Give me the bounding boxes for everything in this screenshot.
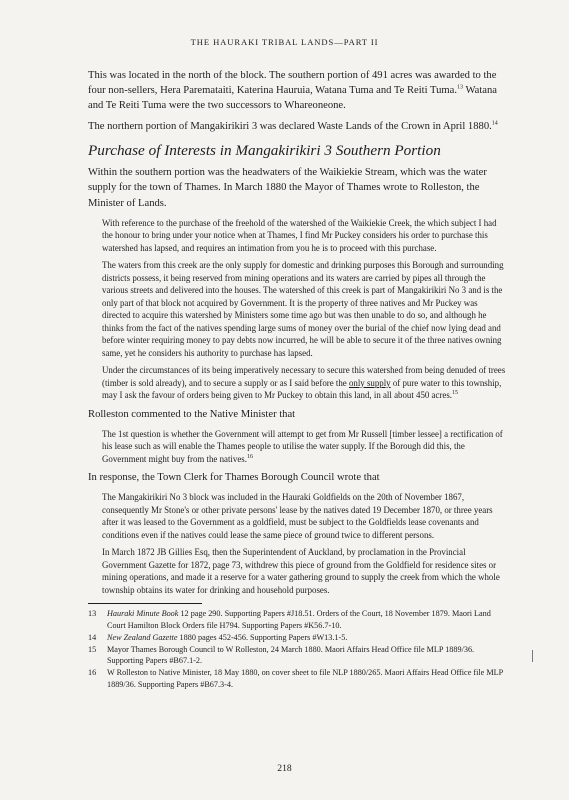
footnote-ref-14[interactable]: 14	[491, 120, 498, 127]
paragraph-1: This was located in the north of the block. The southern portion of 491 acres was awarded to the four non-sellers, Hera Paremataiti, Katerina Hauruia, Watana Tuma and Te Reiti Tuma.$^{13}$ Watana and Te Reiti Tuma were the two successors to Whareoneone.	[88, 70, 497, 112]
block-quote-5: The Mangakirikiri No 3 block was included in the Hauraki Goldfields on the 20th of November 1867, consequently Mr Stone's or other private persons' lease by the natives dated 19 December 1870, or three years after it was leased to the Government as a goldfield, must be subject to the Goldfields lease covenants and conditions even if the natives could lease the same piece of ground twice to different persons.	[102, 492, 493, 540]
block-quote-6: In March 1872 JB Gillies Esq, then the Superintendent of Auckland, by proclamation in the Provincial Government Gazette for 1872, page 73, withdrew this piece of ground from the Goldfield for residence sites or mining operations, and made it a reserve for a water gathering ground to supply the creek from which the whole township obtains its water for drinking and household purposes.	[102, 547, 500, 595]
footnote-ref-15[interactable]: 15	[452, 390, 458, 397]
section-heading: Purchase of Interests in Mangakirikiri 3 Southern Portion	[88, 142, 441, 160]
footnote-14: 14 New Zealand Gazette 1880 pages 452-456. Supporting Papers #W13.1-5.	[88, 632, 348, 642]
block-quote-4: The 1st question is whether the Government will attempt to get from Mr Russell [timber lessee] a rectification of his lease such as will enable the Thames people to utilise the water supply. If the Borough did this, the Government might buy from the natives.$^{16}$	[102, 428, 503, 464]
footnote-16: 16 W Rolleston to Native Minister, 18 May 1880, on cover sheet to file NLP 1880/265. Maori Affairs Head Office file MLP 1889/36. Supporting Papers #B67.3-4.	[88, 668, 503, 689]
body-text	[88, 68, 508, 691]
footnote-ref-16[interactable]: 16	[246, 453, 253, 460]
footnote-ref-13[interactable]: 13	[457, 84, 464, 91]
footnote-divider	[88, 603, 202, 604]
block-quote-3: Under the circumstances of its being imperatively necessary to secure this watershed from being denuded of trees (timber is sold already), and to secure a supply or as I said before the only supply of pure water to this township, may I ask the favour of orders being given to Mr Puckey to obtain this land, in all about 450 acres.$^{15}$	[102, 365, 506, 401]
underlined-text: only supply	[348, 377, 391, 388]
block-quote-1: With reference to the purchase of the freehold of the watershed of the Waikiekie Creek, the which subject I had the honour to bring under your notice when at Thames, I find Mr Puckey considers his order to purchase this watershed has lapsed, and requires an intimation from you he is to proceed with this purchase.	[102, 217, 497, 253]
margin-mark	[532, 650, 533, 662]
paragraph-4: Rolleston commented to the Native Minister that	[88, 408, 296, 420]
footnote-13: 13 Hauraki Minute Book 12 page 290. Supporting Papers #J18.51. Orders of the Court, 18 November 1879. Maori Land Court Hamilton Block Orders file H794. Supporting Papers #K56.7-10.	[88, 609, 491, 630]
page-number: 218	[277, 763, 292, 774]
running-header: THE HAURAKI TRIBAL LANDS—PART II	[190, 37, 379, 47]
block-quote-2: The waters from this creek are the only supply for domestic and drinking purposes this Borough and surrounding districts possess, it being reserved from mining operations and its waters are carried by pipes all through the various streets and delivered into the houses. The watershed of this creek is part of Mangakirikiri No 3 and is the only part of that block not acquired by Government. It is the property of three natives and Mr Puckey was directed to acquire this watershed by Ministers some time ago but was then unable to do so, and although he thinks from the fact of the natives spending large sums of money over the burial of the chief now lying dead and before winter requiring money to pay debts now incurred, he will be able to secure it of the three natives owning same, yet he considers his authority to purchase has lapsed.	[102, 260, 504, 358]
footnote-15: 15 Mayor Thames Borough Council to W Rolleston, 24 March 1880. Maori Affairs Head Office file MLP 1889/36. Supporting Papers #B67.1-2.	[88, 644, 475, 666]
paragraph-2: The northern portion of Mangakirikiri 3 was declared Waste Lands of the Crown in April 1880.14	[88, 120, 498, 133]
paragraph-3: Within the southern portion was the headwaters of the Waikiekie Stream, which was the water supply for the town of Thames. In March 1880 the Mayor of Thames wrote to Rolleston, the Minister of Lands.	[88, 167, 487, 209]
paragraph-5: In response, the Town Clerk for Thames Borough Council wrote that	[88, 472, 380, 484]
